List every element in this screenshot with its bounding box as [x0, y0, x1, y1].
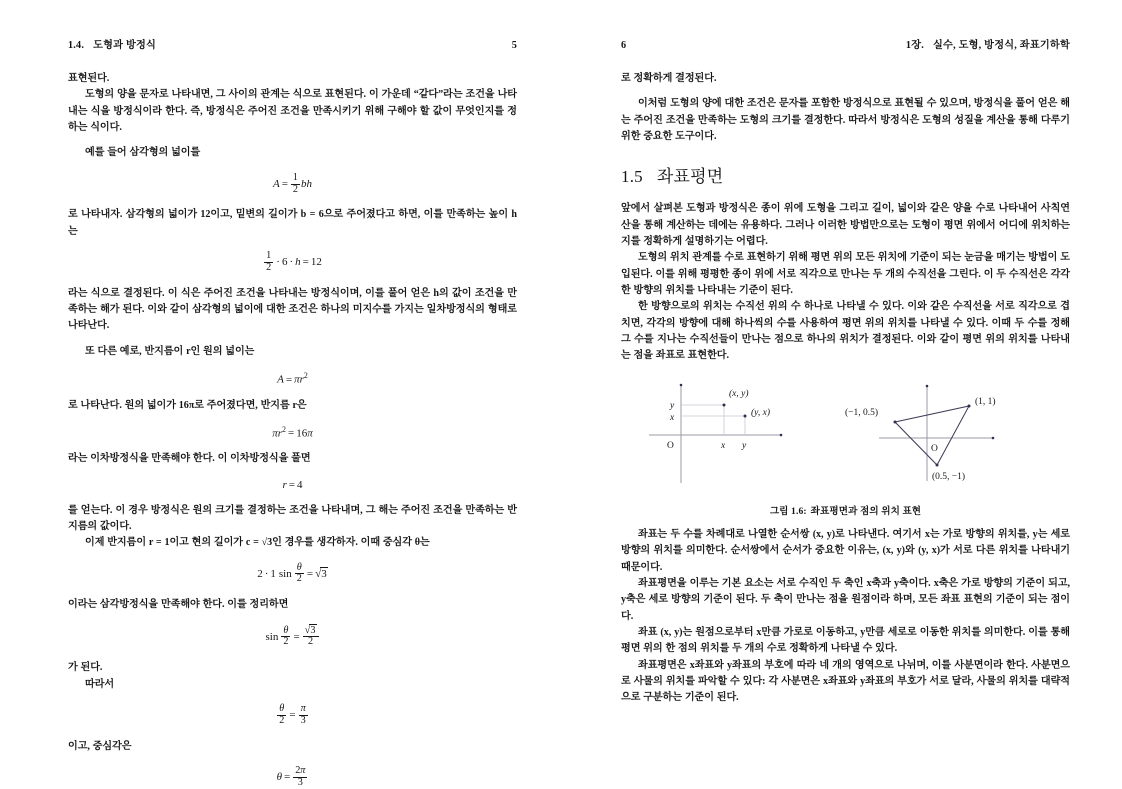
paragraph: 좌표평면은 x좌표와 y좌표의 부호에 따라 네 개의 영역으로 나뉘며, 이를 사분면이라 한다. 사분면으로 사물의 위치를 파악할 수 있다: 각 사분면은 x좌표와 y좌표의 부호가 서로 달라, 사물의 위치를 대략적으로 구분하는 기준이 된다.: [621, 659, 1070, 704]
paragraph: 로 나타난다. 원의 넓이가 16π로 주어졌다면, 반지름 r은: [68, 399, 307, 411]
display-equation-radius-solution: r = 4: [282, 478, 303, 491]
left-running-head-number: 1.4.: [68, 40, 85, 51]
display-equation-half-angle-value: $\frac{\theta}{2}$ = $\frac{\pi}{3}$: [279, 702, 306, 726]
left-y-tick-label-upper: y: [669, 400, 674, 411]
paragraph: 이라는 삼각방정식을 만족해야 한다. 이를 정리하면: [68, 599, 289, 611]
paragraph: 또 다른 예로, 반지름이 r인 원의 넓이는: [85, 345, 255, 357]
paragraph: 라는 식으로 결정된다. 이 식은 주어진 조건을 나타내는 방정식이며, 이를 풀어 얻은 h의 값이 조건을 만족하는 해가 된다. 이와 같이 삼각형의 넓이에 대한 조건은 하나의 미지수를 가지는 일차방정식의 형태로 나타난다.: [68, 287, 517, 332]
right-page: [561, 0, 1122, 757]
paragraph: 좌표 (x, y)는 원점으로부터 x만큼 가로로 이동하고, y만큼 세로로 이동한 위치를 의미한다. 이를 통해 평면 위의 한 점의 위치를 두 개의 수로 정확하게 나타낼 수 있다.: [621, 626, 1070, 655]
display-equation-sin-half-angle: sin $\frac{\theta}{2}$ = $\frac{√3}{2}$: [68, 625, 517, 649]
paragraph: 이제 반지름이 r = 1이고 현의 길이가 c = √3인 경우를 생각하자. 이때 중심각 θ는: [85, 537, 430, 549]
figure-1-6-graphic: [631, 383, 1061, 491]
right-vertex-b: [967, 404, 970, 407]
display-equation-chord: 2 · 1 sin $\frac{\theta}{2}$ = √3: [257, 561, 327, 585]
paragraph: 좌표는 두 수를 차례대로 나열한 순서쌍 (x, y)로 나타낸다. 여기서 x는 가로 방향의 위치를, y는 세로 방향의 위치를 의미한다. 순서쌍에서 순서가 중요한 이유는, (x, y)와 (y, x)가 서로 다른 위치를 나타내기 때문이다.: [621, 528, 1070, 573]
paragraph: 앞에서 살펴본 도형과 방정식은 종이 위에 도형을 그리고 길이, 넓이와 같은 양을 수로 나타내어 사칙연산을 통해 계산하는 데에는 유용하다. 그러나 이러한 방법만으로는 도형이 평면 위에서 어디에 위치하는지를 정확하게 설명하기는 어렵다.: [621, 203, 1070, 248]
section-title: 좌표평면: [656, 167, 724, 187]
figure-caption: [621, 503, 1070, 517]
section-number: 1.5: [621, 167, 643, 187]
right-vertex-c: [935, 463, 938, 466]
paragraph: 한 방향으로의 위치는 수직선 위의 수 하나로 나타낼 수 있다. 이와 같은 수직선을 서로 직각으로 겹치면, 각각의 방향에 대해 하나씩의 수를 사용하여 평면 위의 위치를 나타낼 수 있다. 이때 두 수를 정해 그 수를 지나는 수직선들이 만나는 점으로 하나의 위치가 결정된다. 이와 같이 평면 위의 위치를 나타내는 점을 좌표로 표현한다.: [621, 301, 1070, 362]
paragraph: 이고, 중심각은: [68, 740, 132, 752]
paragraph: 좌표평면을 이루는 기본 요소는 서로 수직인 두 축인 x축과 y축이다. x축은 가로 방향의 기준이 되고, y축은 세로 방향의 기준이 된다. 두 축이 만나는 점을 원점이라 하며, 모든 좌표 표현의 기준이 되는 점이다.: [621, 577, 1070, 622]
display-equation-circle-substituted: $\pi r^2 = 16\pi$: [272, 424, 313, 440]
display-equation-area-circle: $A = \pi r^2$: [277, 371, 308, 386]
paragraph: 도형의 위치 관계를 수로 표현하기 위해 평면 위의 모든 위치에 기준이 되는 눈금을 매기는 방법이 도입된다. 이를 위해 평평한 종이 위에 서로 직각으로 만나는 두 개의 수직선을 그린다. 이 두 수직선은 각각 한 방향의 위치를 나타내는 기준이 된다.: [621, 252, 1070, 297]
display-equation-area-triangle: A = $\frac{1}{2}$ bh: [272, 171, 313, 195]
paragraph: 표현된다.: [68, 73, 110, 84]
paragraph: 라는 이차방정식을 만족해야 한다. 이 이차방정식을 풀면: [68, 453, 311, 465]
right-vertex-b-label: (1, 1): [974, 396, 996, 407]
paragraph: 로 나타내자. 삼각형의 넓이가 12이고, 밑변의 길이가 b = 6으로 주어졌다고 하면, 이를 만족하는 높이 h는: [68, 209, 517, 237]
left-point-xy-label: (x, y): [728, 388, 749, 399]
left-x-tick-label-y: y: [741, 440, 746, 451]
left-y-tick-label-lower: x: [669, 412, 674, 423]
right-running-head: [621, 36, 1070, 49]
left-point-yx: [743, 414, 746, 417]
right-page-number: 6: [621, 40, 627, 51]
left-page: [0, 0, 561, 788]
right-vertex-c-label: (0.5, −1): [931, 471, 965, 482]
paragraph: 로 정확하게 결정된다.: [621, 73, 717, 84]
left-origin-label: O: [666, 440, 674, 451]
figure-caption-number: 그림 1.6:: [769, 505, 807, 517]
left-x-axis-tip: [779, 434, 782, 437]
right-y-axis-tip: [925, 385, 928, 388]
display-equation-area-substituted: $\frac{1}{2}$ · 6 · h = 12: [266, 250, 322, 273]
right-x-axis-tip: [991, 437, 994, 440]
paragraph: 이처럼 도형의 양에 대한 조건은 문자를 포함한 방정식으로 표현될 수 있으며, 방정식을 풀어 얻은 해는 주어진 조건을 만족하는 도형의 크기를 결정한다. 따라서 방정식은 도형의 성질을 계산을 통해 다루기 위한 중요한 도구이다.: [621, 98, 1070, 143]
right-running-head-title: 실수, 도형, 방정식, 좌표기하학: [933, 40, 1070, 51]
left-running-head: [68, 36, 517, 49]
right-origin-label: O: [930, 443, 938, 454]
display-equation-theta-value: θ = $\frac{2\pi}{3}$: [276, 765, 306, 788]
spacer: [68, 136, 517, 145]
left-page-number: 5: [511, 40, 517, 51]
left-point-yx-label: (y, x): [750, 407, 770, 418]
right-vertex-a-label: (−1, 0.5): [844, 407, 878, 418]
paragraph: 를 얻는다. 이 경우 방정식은 원의 크기를 결정하는 조건을 나타내며, 그 해는 주어진 조건을 만족하는 반지름의 값이다.: [68, 504, 517, 532]
left-point-xy: [722, 403, 725, 406]
paragraph: 예를 들어 삼각형의 넓이를: [85, 147, 201, 159]
spacer: [621, 145, 1070, 162]
right-triangle: [895, 406, 969, 465]
spacer: [621, 87, 1070, 96]
paragraph: 따라서: [85, 678, 115, 690]
right-vertex-a: [893, 420, 896, 423]
left-x-tick-label-x: x: [720, 440, 725, 451]
right-coordinate-diagram: [845, 385, 996, 482]
spacer: [68, 335, 517, 344]
paragraph: 도형의 양을 문자로 나타내면, 그 사이의 관계는 식으로 표현된다. 이 가운데 “같다”라는 조건을 나타내는 식을 방정식이라 한다. 즉, 방정식은 주어진 조건을 만족시키기 위해 구해야 할 값이 무엇인지를 정하는 식이다.: [68, 89, 517, 134]
section-heading: [621, 162, 1070, 187]
figure-caption-text: 좌표평면과 점의 위치 표현: [810, 505, 922, 517]
paragraph: 가 된다.: [68, 662, 103, 674]
left-coordinate-diagram: [649, 384, 782, 483]
right-running-head-number: 1장.: [905, 40, 925, 51]
figure-1-6: [621, 383, 1070, 517]
left-running-head-title: 도형과 방정식: [93, 40, 157, 51]
left-y-axis-tip: [679, 384, 682, 387]
